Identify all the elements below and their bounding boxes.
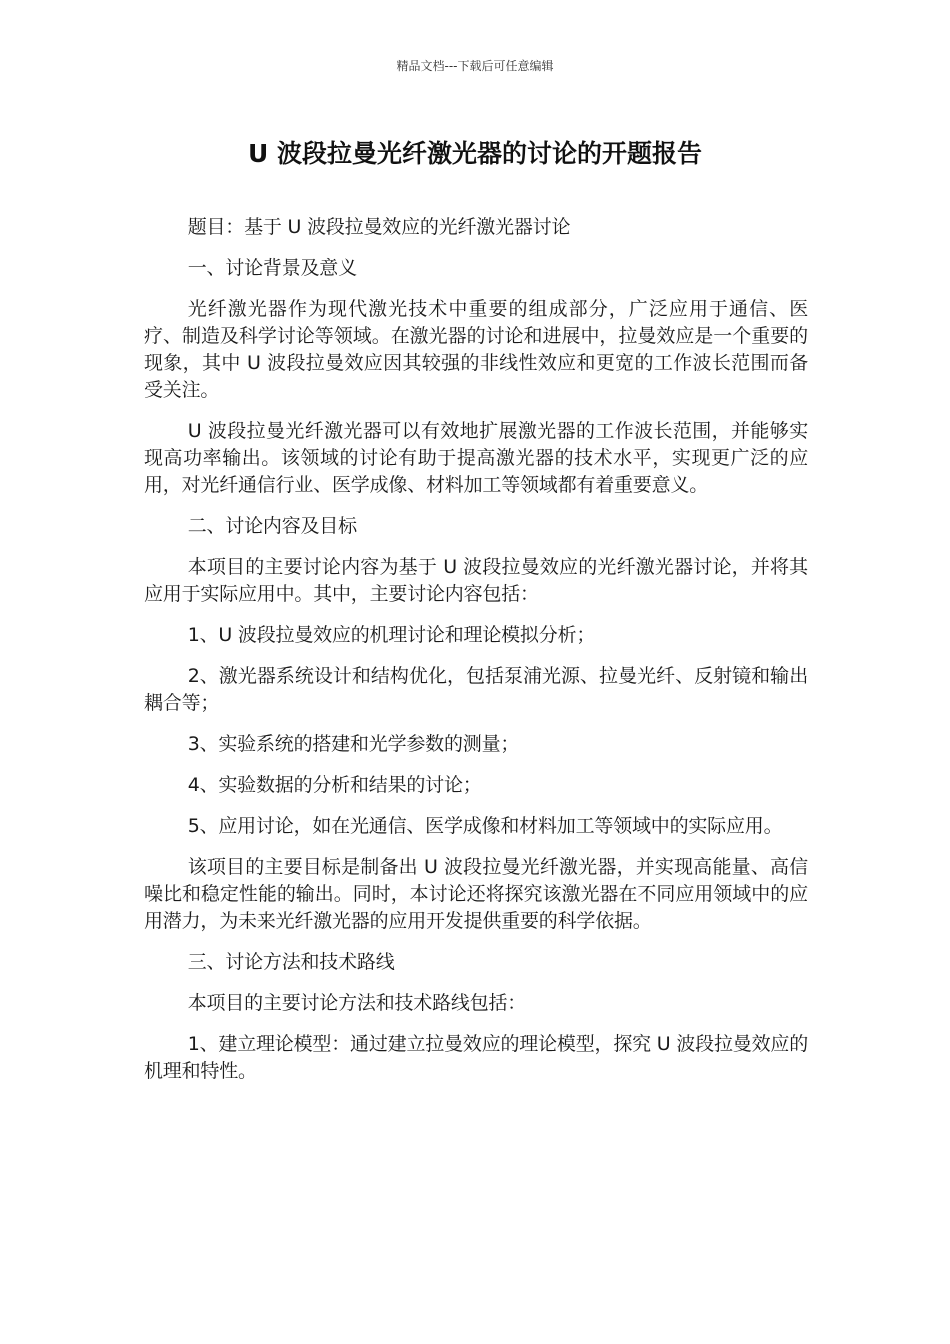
- section-heading-background: 一、讨论背景及意义: [187, 257, 357, 279]
- section-heading-content: 二、讨论内容及目标: [187, 515, 357, 537]
- section-heading-method: 三、讨论方法和技术路线: [187, 951, 395, 973]
- body-paragraph: 本项目的主要讨论方法和技术路线包括：: [187, 992, 527, 1014]
- topic-line: 题目：基于 U 波段拉曼效应的光纤激光器讨论: [187, 216, 571, 238]
- document-title: U 波段拉曼光纤激光器的讨论的开题报告: [247, 139, 702, 168]
- list-item: 5、应用讨论，如在光通信、医学成像和材料加工等领域中的实际应用。: [187, 815, 783, 837]
- document-body: [144, 214, 808, 1099]
- list-item: 4、实验数据的分析和结果的讨论；: [187, 774, 482, 796]
- header-note: 精品文档---下载后可任意编辑: [396, 59, 554, 73]
- body-paragraph: 该项目的主要目标是制备出 U 波段拉曼光纤激光器，并实现高能量、高信噪比和稳定性能的输出。同时，本讨论还将探究该激光器在不同应用领域中的应用潜力，为未来光纤激光器的应用开发提供重要的科学依据。: [144, 856, 808, 932]
- list-item: 1、U 波段拉曼效应的机理讨论和理论模拟分析；: [187, 624, 596, 646]
- list-item: 3、实验系统的搭建和光学参数的测量；: [187, 733, 520, 755]
- list-item: 2、激光器系统设计和结构优化，包括泵浦光源、拉曼光纤、反射镜和输出耦合等；: [144, 665, 808, 714]
- body-paragraph: 光纤激光器作为现代激光技术中重要的组成部分，广泛应用于通信、医疗、制造及科学讨论等领域。在激光器的讨论和进展中，拉曼效应是一个重要的现象，其中 U 波段拉曼效应因其较强的非线性效应和更宽的工作波长范围而备受关注。: [144, 298, 808, 401]
- body-paragraph: 本项目的主要讨论内容为基于 U 波段拉曼效应的光纤激光器讨论，并将其应用于实际应用中。其中，主要讨论内容包括：: [144, 556, 808, 605]
- body-paragraph: U 波段拉曼光纤激光器可以有效地扩展激光器的工作波长范围，并能够实现高功率输出。该领域的讨论有助于提高激光器的技术水平，实现更广泛的应用，对光纤通信行业、医学成像、材料加工等领域都有着重要意义。: [144, 420, 808, 496]
- list-item: 1、建立理论模型：通过建立拉曼效应的理论模型，探究 U 波段拉曼效应的机理和特性。: [144, 1033, 808, 1082]
